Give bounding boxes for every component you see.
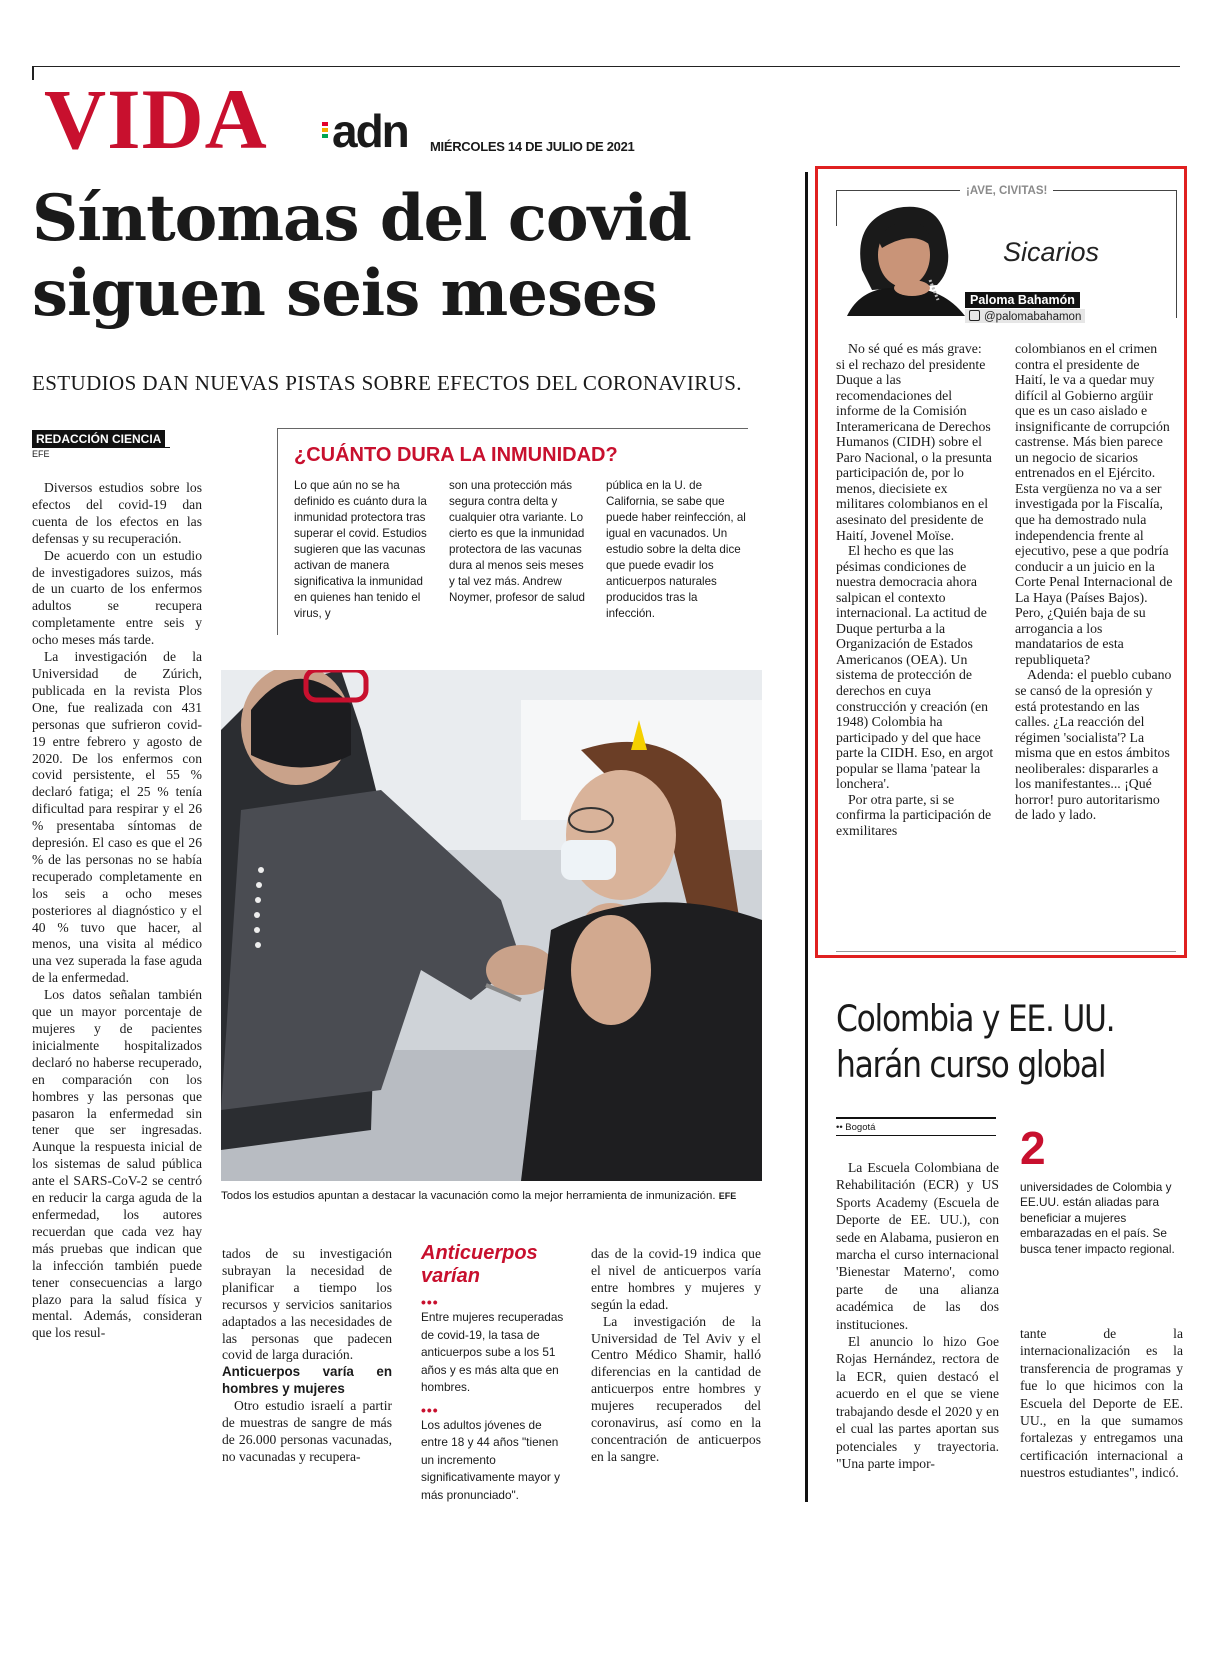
antibodies-item-2: Los adultos jóvenes de entre 18 y 44 años "tienen un incremento significativamente mayor y más pronunciado". [421,1417,560,1502]
immunity-box-col-3: pública en la U. de California, se sabe que puede haber reinfección, al igual en vacunados. Un estudio sobre la delta dice que puede evadir los anticuerpos naturales producidos tras la infección. [606,479,746,620]
second-article-column-1 [836,1159,999,1472]
author-portrait [842,200,970,316]
main-deck: ESTUDIOS DAN NUEVAS PISTAS SOBRE EFECTOS DEL CORONAVIRUS. [32,371,742,395]
instagram-handle [965,309,1085,323]
paragraph: El anuncio lo hizo Goe Rojas Hernández, rectora de la ECR, quien destacó el acuerdo en el que se viene trabajando desde el 2020 y en el cual las partes aportan sus potenciales y trayectoria. "Una parte impor- [836,1334,999,1471]
paragraph: No sé qué es más grave: si el rechazo del presidente Duque a las recomendaciones del informe de la Comisión Interamericana de Derechos Humanos (CIDH) sobre el Paro Nacional, o la presunta participación de, por lo menos, diecisiete ex militares colombianos en el asesinato del presidente de Haití, Jovenel Moïse. [836,341,992,543]
highlight-number-text: universidades de Colombia y EE.UU. están aliadas para beneficiar a mujeres embarazadas en el país. Se busca tener impacto regional. [1020,1180,1175,1256]
antibodies-item-1: Entre mujeres recuperadas de covid-19, la tasa de anticuerpos sube a los 51 años y es más alta que en hombres. [421,1310,564,1394]
dateline-rule-top [836,1117,996,1119]
opinion-end-rule [836,951,1176,952]
paragraph: Los datos señalan también que un mayor porcentaje de mujeres y de pacientes inicialmente hospitalizados declaró no haberse recuperado, en comparación con los hombres y las personas que pasaron la enfermedad sin tener que ser ingresadas. Aunque la respuesta inicial de los sistemas de salud pública ante el SARS-CoV-2 se centró en reducir la carga aguda de la enfermedad, los autores recuerdan que cada vez hay más pruebas que indican que la infección también puede tener consecuencias a largo plazo para la salud física y mental. Además, consideran que los resul- [32,987,202,1341]
antibodies-box-title: Anticuerpos varían [421,1242,538,1287]
immunity-box-col-2: son una protección más segura contra delta y cualquier otra variante. Lo cierto es que la inmunidad protectora de las vacunas dura al menos seis meses y tal vez más. Andrew Noymer, profesor de salud [449,479,585,604]
instagram-icon [969,310,980,321]
column-separator [805,172,808,1502]
top-rule-tick [32,66,34,80]
dateline-rule-bottom [836,1135,996,1136]
second-headline: Colombia y EE. UU. harán curso global [836,997,1115,1086]
article-column-4 [591,1246,761,1466]
paragraph: De acuerdo con un estudio de investigadores suizos, más de un cuarto de los enfermos adultos se recupera completamente entre seis y ocho meses más tarde. [32,547,202,648]
second-article-column-2 [1020,1325,1183,1482]
paragraph: El hecho es que las pésimas condiciones de nuestra democracia ahora salpican el contexto internacional. La actitud de Duque perturba a la Organización de Estados Americanos (OEA). Un sistema de protección de derechos en cuya construcción y creación (en 1948) Colombia ha participado y del que hace parte la CIDH. Eso, en argot popular se llama 'patear la lonchera'. [836,543,994,792]
paragraph: das de la covid-19 indica que el nivel de anticuerpos varía entre hombres y mujeres y según la edad. [591,1246,761,1312]
opinion-kicker: ¡AVE, CIVITAS! [960,185,1053,197]
paragraph: colombianos en el crimen contra el presidente de Haití, le va a quedar muy difícil al Gobierno argüir que es un caso aislado e insignificante de corrupción castrense. Más bien parece un negocio de sicarios entrenados en el Ejército. Esta vergüenza no va a ser investigada por la Fiscalía, que ha demostrado nula independencia frente al ejecutivo, pese a que podría conducir a un juicio en la Corte Penal Internacional de La Haya (Países Bajos). Pero, ¿Quién baja de su arrogancia a los mandatarios de esta republiqueta? [1015,341,1173,667]
paragraph: Otro estudio israelí a partir de muestras de sangre de más de 26.000 personas vacunadas, no vacunadas y recupera- [222,1398,392,1464]
paragraph: Diversos estudios sobre los efectos del covid-19 dan cuenta de los efectos en las defensas y su recuperación. [32,480,202,546]
bullet-dots: ••• [421,1294,439,1310]
top-rule [32,66,1180,67]
opinion-author: Paloma Bahamón [965,292,1080,308]
highlight-number: 2 [1020,1122,1046,1174]
immunity-box-title: ¿CUÁNTO DURA LA INMUNIDAD? [294,444,618,466]
adn-logo: adn [332,105,408,157]
issue-date: MIÉRCOLES 14 DE JULIO DE 2021 [430,139,635,154]
vaccination-photo [221,670,762,1181]
subheading: Anticuerpos varía en hombres y mujeres [222,1364,392,1397]
paragraph: Adenda: el pueblo cubano se cansó de la opresión y está protestando en las calles. ¿La reacción del régimen 'socialista'? La misma que en estos ámbitos neoliberales: dispararles a los manifestantes... ¡Qué horror! puro autoritarismo de lado y lado. [1015,667,1172,823]
paragraph: La Escuela Colombiana de Rehabilitación (ECR) y US Sports Academy (Escuela de Deporte de EE. UU.), con sede en Alabama, pusieron en marcha el curso internacional 'Bienestar Materno', como parte de una alianza académica de las dos instituciones. [836,1160,999,1332]
caption-text: Todos los estudios apuntan a destacar la vacunación como la mejor herramienta de inmunización. [221,1190,716,1202]
photo-caption [221,1190,762,1202]
article-column-1 [32,480,202,1342]
bullet-dots: ••• [421,1401,439,1418]
paragraph: tados de su investigación subrayan la necesidad de planificar a tiempo los recursos y servicios sanitarios adaptados a las necesidades de las personas que padecen covid de larga duración. [222,1246,392,1363]
section-title: VIDA [44,71,268,167]
dateline: •• Bogotá [836,1122,876,1133]
logo-mark [322,122,328,138]
immunity-box-col-1: Lo que aún no se ha definido es cuánto dura la inmunidad protectora tras superar el covid. Estudios sugieren que las vacunas activan de manera significativa la inmunidad en quienes han tenido el virus, y [294,479,427,620]
article-column-2 [222,1246,392,1466]
byline-agency: EFE [32,447,170,459]
paragraph: La investigación de la Universidad de Zúrich, publicada en la revista Plos One, fue realizada con 431 personas que sufrieron covid-19 entre febrero y agosto de 2020. De los enfermos con covid persistente, el 55 % declaró fatiga; el 25 % tenía dificultad para respirar y el 26 % presentaba síntomas de depresión. El caso es que el 26 % de las personas no se había recuperado completamente en los seis a ocho meses posteriores al diagnóstico y el 40 % tuvo que hacer, al menos, una visita al médico una vez superada la fase aguda de la enfermedad. [32,649,202,986]
opinion-title: Sicarios [1003,237,1100,267]
opinion-header-frame-left [836,190,837,226]
opinion-column-left [836,341,994,839]
caption-credit: EFE [718,1191,737,1201]
dateline-text: Bogotá [845,1122,876,1133]
paragraph: La investigación de la Universidad de Tel Aviv y el Centro Médico Shamir, halló diferencias en la cantidad de anticuerpos entre hombres y mujeres recuperados del coronavirus, así como en la concentración de anticuerpos en la sangre. [591,1313,761,1464]
antibodies-box [421,1294,571,1504]
byline: REDACCIÓN CIENCIA [32,430,165,448]
main-headline: Síntomas del covid siguen seis meses [32,181,691,331]
paragraph: Por otra parte, si se confirma la participación de exmilitares [836,791,992,838]
opinion-column-right [1015,341,1173,823]
paragraph: tante de la internacionalización es la transferencia de programas y fue lo que hicimos con la Escuela del Deporte de EE. UU., en la que sumamos fortalezas y entregamos una certificación internacional a nuestros estudiantes", indicó. [1020,1326,1183,1481]
handle-text: @palomabahamon [984,311,1082,323]
